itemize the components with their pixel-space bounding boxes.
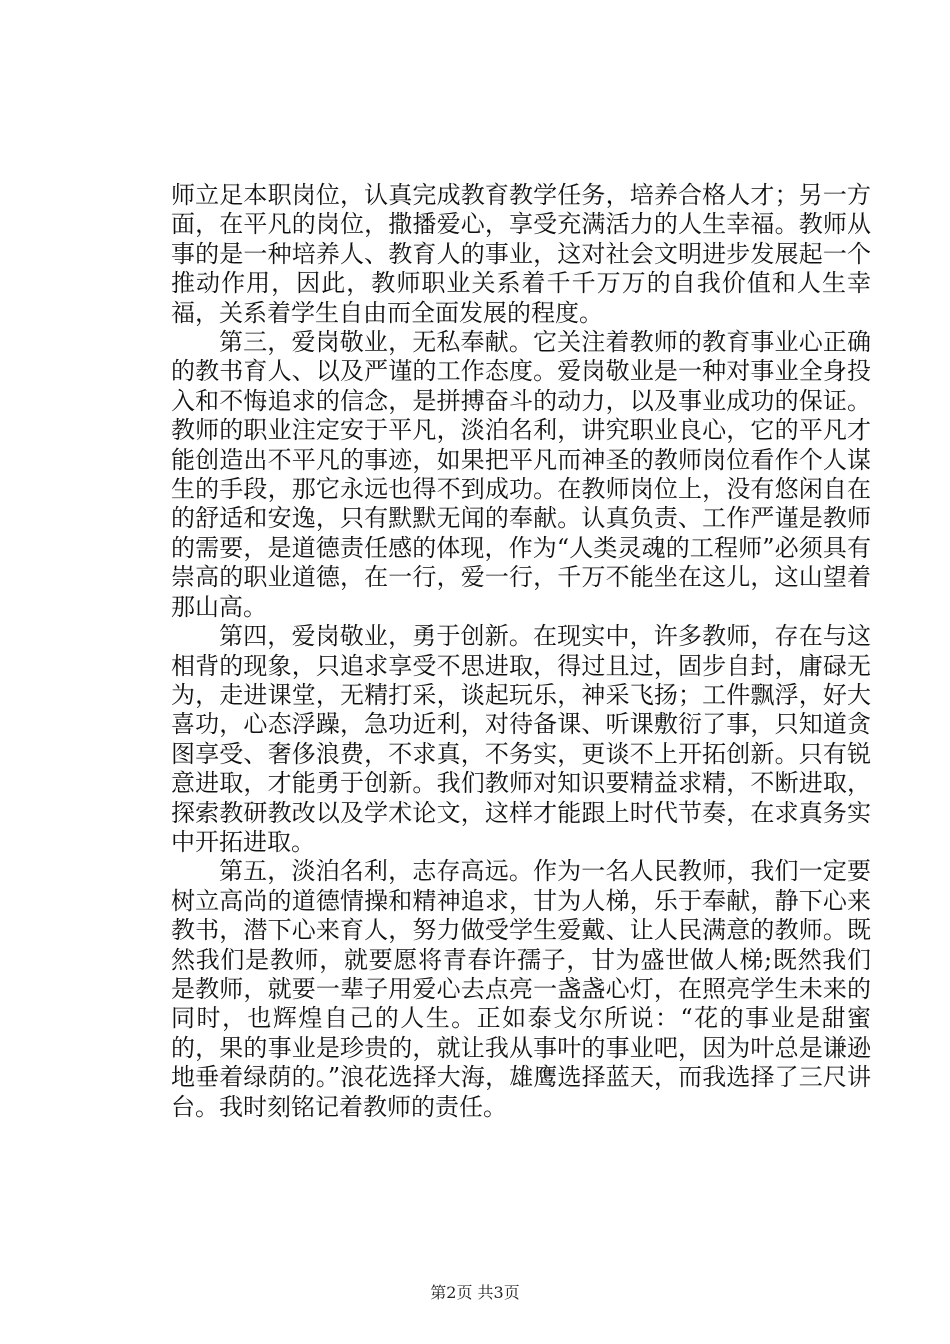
paragraph-1: 师立足本职岗位，认真完成教育教学任务，培养合格人才；另一方面，在平凡的岗位，撒播爱心，享受充满活力的人生幸福。教师从事的是一种培养人、教育人的事业，这对社会文明进步发展起一个推动作用，因此，教师职业关系着千千万万的自我价值和人生幸福，关系着学生自由而全面发展的程度。 xyxy=(171,181,871,327)
page-footer: 第2页 共3页 xyxy=(430,1283,520,1302)
paragraph-4: 第五，淡泊名利，志存高远。作为一名人民教师，我们一定要树立高尚的道德情操和精神追求，甘为人梯，乐于奉献，静下心来教书，潜下心来育人，努力做受学生爱戴、让人民满意的教师。既然我们是教师，就要愿将青春许孺子，甘为盛世做人梯;既然我们是教师，就要一辈子用爱心去点亮一盏盏心灯，在照亮学生未来的同时，也辉煌自己的人生。正如泰戈尔所说：“花的事业是甜蜜的，果的事业是珍贵的，就让我从事叶的事业吧，因为叶总是谦逊地垂着绿荫的。”浪花选择大海，雄鹰选择蓝天，而我选择了三尺讲台。我时刻铭记着教师的责任。 xyxy=(171,857,871,1121)
document-body xyxy=(171,181,871,1122)
paragraph-2: 第三，爱岗敬业，无私奉献。它关注着教师的教育事业心正确的教书育人、以及严谨的工作态度。爱岗敬业是一种对事业全身投入和不悔追求的信念，是拼搏奋斗的动力，以及事业成功的保证。教师的职业注定安于平凡，淡泊名利，讲究职业良心，它的平凡才能创造出不平凡的事迹，如果把平凡而神圣的教师岗位看作个人谋生的手段，那它永远也得不到成功。在教师岗位上，没有悠闲自在的舒适和安逸，只有默默无闻的奉献。认真负责、工作严谨是教师的需要，是道德责任感的体现，作为“人类灵魂的工程师”必须具有崇高的职业道德，在一行，爱一行，千万不能坐在这儿，这山望着那山高。 xyxy=(171,328,871,621)
paragraph-3: 第四，爱岗敬业，勇于创新。在现实中，许多教师，存在与这相背的现象，只追求享受不思进取，得过且过，固步自封，庸碌无为，走进课堂，无精打采，谈起玩乐，神采飞扬；工件飘浮，好大喜功，心态浮躁，急功近利，对待备课、听课敷衍了事，只知道贪图享受、奢侈浪费，不求真，不务实，更谈不上开拓创新。只有锐意进取，才能勇于创新。我们教师对知识要精益求精，不断进取，探索教研教改以及学术论文，这样才能跟上时代节奏，在求真务实中开拓进取。 xyxy=(171,622,871,856)
